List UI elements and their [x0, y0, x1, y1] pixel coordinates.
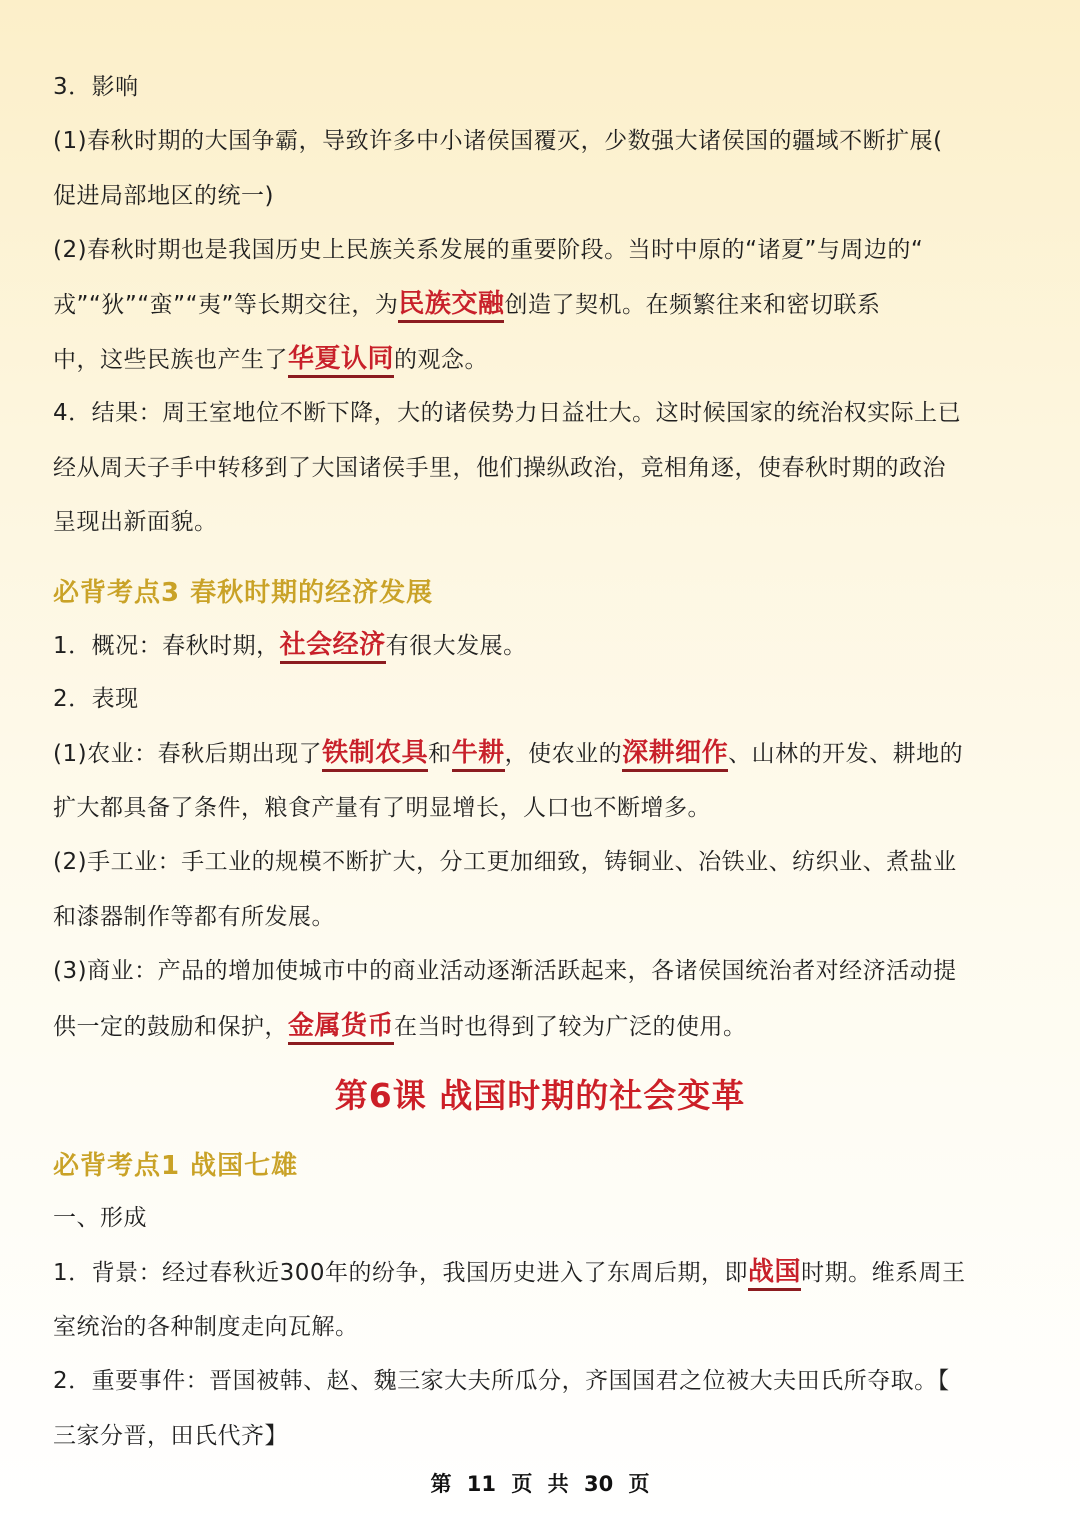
paragraph-line: 和漆器制作等都有所发展。 [53, 904, 335, 930]
text-span: ，使农业的 [504, 741, 623, 767]
text-span: 供一定的鼓励和保护， [53, 1014, 288, 1040]
total-pages: 30 [583, 1472, 614, 1496]
keyword-highlight: 华夏认同 [288, 344, 394, 378]
paragraph-line: 扩大都具备了条件，粮食产量有了明显增长，人口也不断增多。 [53, 795, 711, 821]
paragraph-line: 室统治的各种制度走向瓦解。 [53, 1314, 359, 1340]
keyword-highlight: 社会经济 [280, 630, 386, 664]
paragraph-line [53, 738, 1030, 769]
text-span: 时期。维系周王 [801, 1260, 966, 1286]
keyword-highlight: 民族交融 [398, 289, 504, 323]
keyword-highlight: 深耕细作 [622, 738, 728, 772]
paragraph-line [53, 289, 1030, 320]
paragraph-line: 促进局部地区的统一) [53, 183, 274, 209]
paragraph-line: 4．结果：周王室地位不断下降，大的诸侯势力日益壮大。这时候国家的统治权实际上已 [53, 400, 962, 426]
paragraph-line: 2．表现 [53, 686, 139, 712]
paragraph-line [53, 1011, 1030, 1042]
paragraph-line: (2)春秋时期也是我国历史上民族关系发展的重要阶段。当时中原的“诸夏”与周边的“ [53, 237, 924, 263]
paragraph-line [53, 344, 1030, 375]
text-span: (1)农业：春秋后期出现了 [53, 741, 323, 767]
footer-word: 页 [511, 1472, 533, 1496]
text-span: 中，这些民族也产生了 [53, 347, 288, 373]
text-span: 戎”“狄”“蛮”“夷”等长期交往，为 [53, 292, 399, 318]
lesson-title: 第6课 战国时期的社会变革 [334, 1076, 746, 1115]
text-span: 有很大发展。 [385, 633, 527, 659]
section-title: 必背考点3 春秋时期的经济发展 [53, 578, 434, 608]
text-span: 和 [428, 741, 452, 767]
paragraph-line: (2)手工业：手工业的规模不断扩大，分工更加细致，铸铜业、冶铁业、纺织业、煮盐业 [53, 849, 957, 875]
page-number: 11 [466, 1472, 497, 1496]
item-heading-influence: 3．影响 [53, 74, 139, 100]
paragraph-line: 呈现出新面貌。 [53, 509, 218, 535]
section-title: 必背考点1 战国七雄 [53, 1151, 299, 1181]
footer-word: 页 [628, 1472, 650, 1496]
text-span: 1．概况：春秋时期， [53, 633, 280, 659]
paragraph-line: 2．重要事件：晋国被韩、赵、魏三家大夫所瓜分，齐国国君之位被大夫田氏所夺取。【 [53, 1368, 950, 1394]
keyword-highlight: 金属货币 [288, 1011, 394, 1045]
text-span: 1．背景：经过春秋近300年的纷争，我国历史进入了东周后期，即 [53, 1260, 749, 1286]
keyword-highlight: 战国 [748, 1257, 801, 1291]
paragraph-line: (3)商业：产品的增加使城市中的商业活动逐渐活跃起来，各诸侯国统治者对经济活动提 [53, 958, 957, 984]
footer-word: 第 [430, 1472, 452, 1496]
paragraph-line: 一、形成 [53, 1205, 147, 1231]
text-span: 、山林的开发、耕地的 [728, 741, 964, 767]
text-span: 的观念。 [394, 347, 489, 373]
keyword-highlight: 铁制农具 [322, 738, 428, 772]
paragraph-line: 三家分晋，田氏代齐】 [53, 1423, 288, 1449]
paragraph-line: (1)春秋时期的大国争霸，导致许多中小诸侯国覆灭，少数强大诸侯国的疆域不断扩展( [53, 128, 943, 154]
paragraph-line: 经从周天子手中转移到了大国诸侯手里，他们操纵政治，竞相角逐，使春秋时期的政治 [53, 455, 946, 481]
text-span: 创造了契机。在频繁往来和密切联系 [504, 292, 881, 318]
paragraph-line [53, 1257, 1030, 1288]
footer-word: 共 [547, 1472, 569, 1496]
keyword-highlight: 牛耕 [452, 738, 505, 772]
text-span: 在当时也得到了较为广泛的使用。 [394, 1014, 747, 1040]
page-footer [0, 1468, 1080, 1498]
paragraph-line [53, 630, 1030, 661]
